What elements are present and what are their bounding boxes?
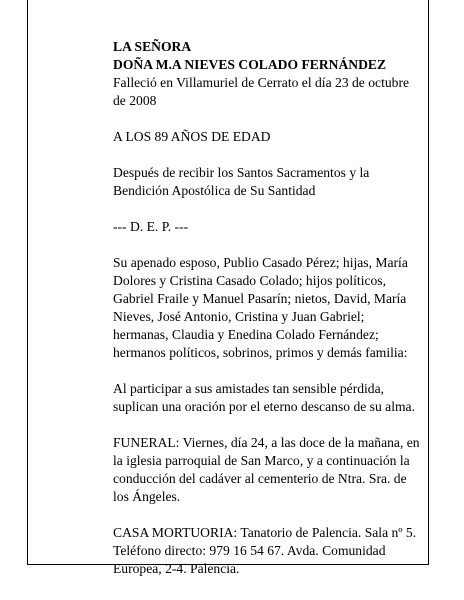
sacraments-line: Después de recibir los Santos Sacramentos y la Bendición Apostólica de Su Santidad	[113, 165, 370, 198]
heading-title: LA SEÑORA	[113, 39, 192, 54]
death-info: Falleció en Villamuriel de Cerrato el día 23 de octubre de 2008	[113, 75, 410, 108]
mortuary-paragraph: CASA MORTUORIA: Tanatorio de Palencia. Sala nº 5. Teléfono directo: 979 16 54 67. Avda. Comunidad Europea, 2-4. Palencia.	[113, 525, 417, 576]
request-paragraph: Al participar a sus amistades tan sensible pérdida, suplican una oración por el eterno descanso de su alma.	[113, 381, 415, 414]
deceased-name: DOÑA M.A NIEVES COLADO FERNÁNDEZ	[113, 57, 387, 72]
funeral-paragraph: FUNERAL: Viernes, día 24, a las doce de la mañana, en la iglesia parroquial de San Marco, y a continuación la conducción del cadáver al cementerio de Ntra. Sra. de los Ángeles.	[113, 435, 420, 504]
family-paragraph: Su apenado esposo, Publio Casado Pérez; hijas, María Dolores y Cristina Casado Colado; hijos políticos, Gabriel Fraile y Manuel Pasarín; nietos, David, María Nieves, José Antonio, Cristina y Juan Gabriel; hermanas, Claudia y Enedina Colado Fernández; hermanos políticos, sobrinos, primos y demás familia:	[113, 255, 408, 360]
age-line: A LOS 89 AÑOS DE EDAD	[113, 129, 271, 144]
notice-heading	[113, 38, 423, 74]
rip-line: --- D. E. P. ---	[113, 219, 189, 234]
obituary-notice	[113, 38, 423, 596]
